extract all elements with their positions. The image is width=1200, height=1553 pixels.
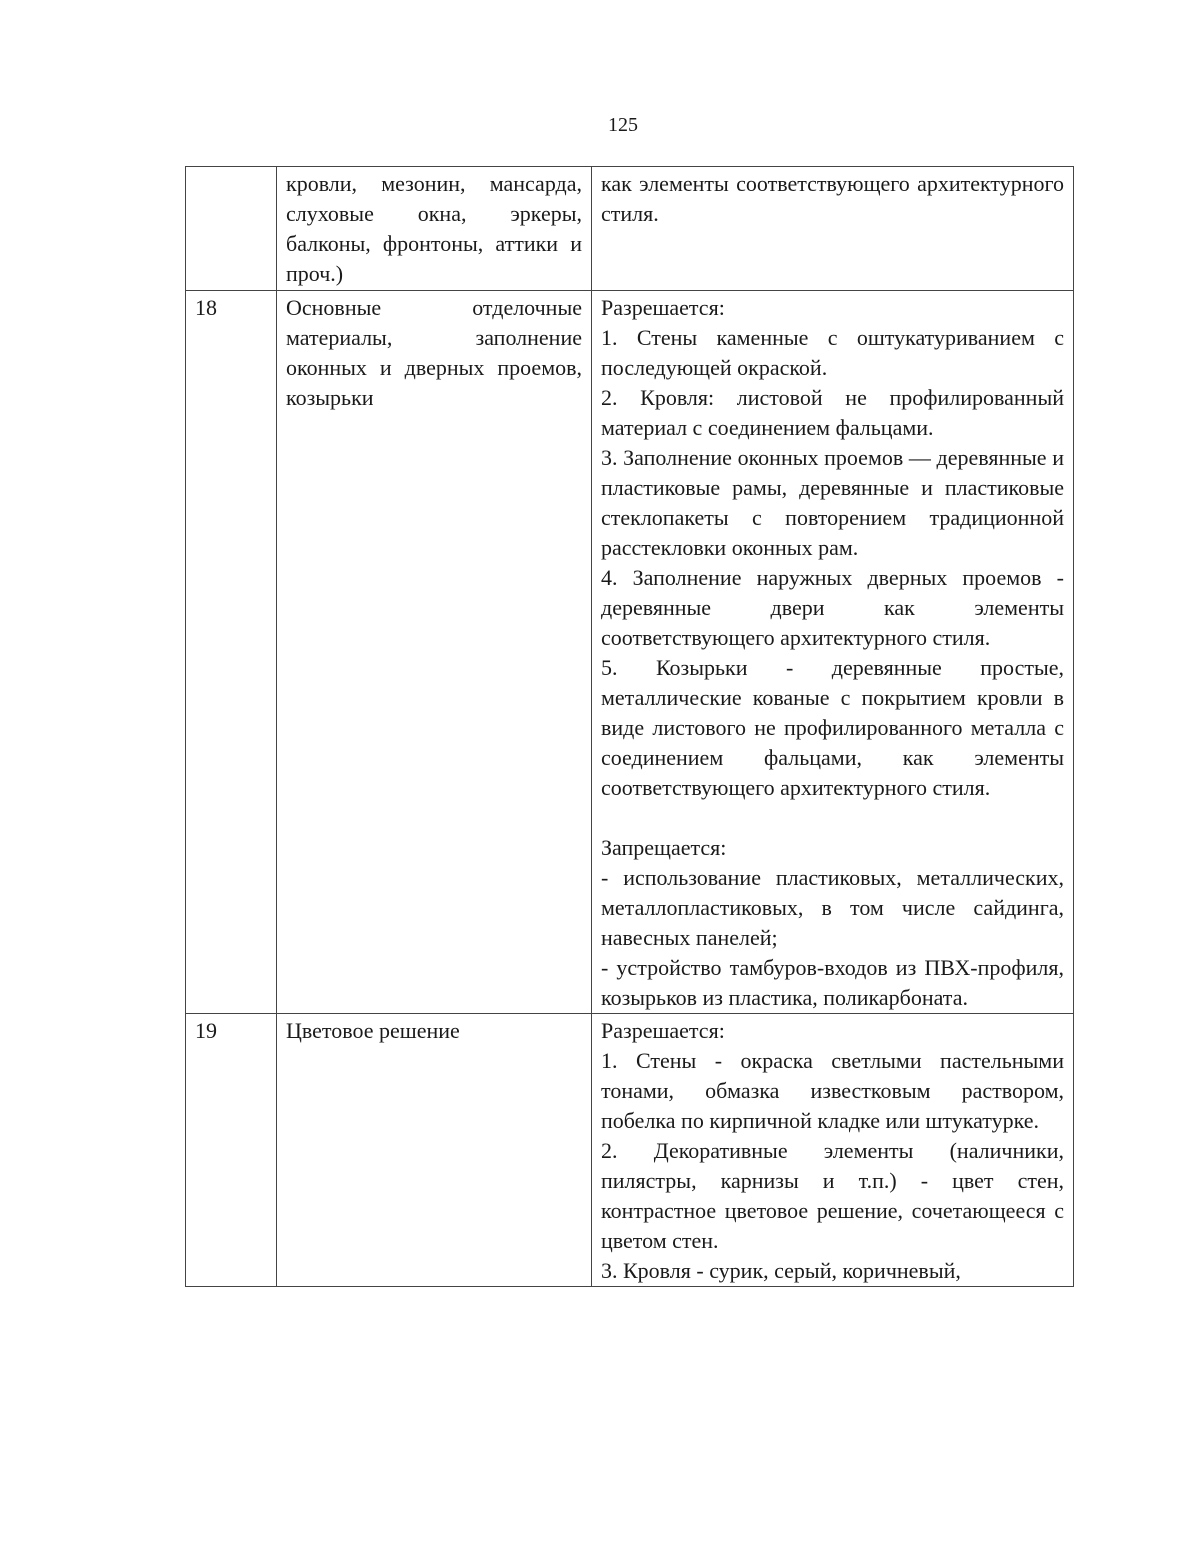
regulations-table — [185, 166, 1074, 1287]
row-number — [186, 167, 277, 291]
allowed-item: 4. Заполнение наружных дверных проемов - деревянные двери как элементы соответствующего архитектурного стиля. — [601, 565, 1064, 650]
row-name: кровли, мезонин, мансарда, слуховые окна, эркеры, балконы, фронтоны, аттики и проч.) — [277, 167, 592, 291]
forbidden-item: - использование пластиковых, металлических, металлопластиковых, в том числе сайдинга, навесных панелей; — [601, 865, 1064, 950]
allowed-label: Разрешается: — [601, 295, 725, 320]
forbidden-label: Запрещается: — [601, 835, 727, 860]
row-description — [592, 291, 1074, 1014]
allowed-item: 2. Декоративные элементы (наличники, пилястры, карнизы и т.п.) - цвет стен, контрастное цветовое решение, сочетающееся с цветом стен. — [601, 1138, 1064, 1253]
table-row — [186, 291, 1074, 1014]
page-number: 125 — [608, 114, 638, 136]
allowed-item: 1. Стены - окраска светлыми пастельными тонами, обмазка известковым раствором, побелка по кирпичной кладке или штукатурке. — [601, 1048, 1064, 1133]
row-number: 19 — [186, 1014, 277, 1287]
row-description — [592, 1014, 1074, 1287]
table-row — [186, 167, 1074, 291]
allowed-item: 5. Козырьки - деревянные простые, металлические кованые с покрытием кровли в виде листового не профилированного металла с соединением фальцами, как элементы соответствующего архитектурного стиля. — [601, 655, 1064, 800]
row-number: 18 — [186, 291, 277, 1014]
allowed-item: 3. Заполнение оконных проемов — деревянные и пластиковые рамы, деревянные и пластиковые стеклопакеты с повторением традиционной расстекловки оконных рам. — [601, 445, 1064, 560]
row-name: Цветовое решение — [277, 1014, 592, 1287]
allowed-item: 2. Кровля: листовой не профилированный материал с соединением фальцами. — [601, 385, 1064, 440]
paragraph-gap — [601, 803, 1064, 833]
table-row — [186, 1014, 1074, 1287]
row-description — [592, 167, 1074, 291]
row-name: Основные отделочные материалы, заполнение оконных и дверных проемов, козырьки — [277, 291, 592, 1014]
description-paragraph: как элементы соответствующего архитектурного стиля. — [601, 171, 1064, 226]
allowed-item: 1. Стены каменные с оштукатуриванием с последующей окраской. — [601, 325, 1064, 380]
forbidden-item: - устройство тамбуров-входов из ПВХ-профиля, козырьков из пластика, поликарбоната. — [601, 955, 1064, 1010]
allowed-label: Разрешается: — [601, 1018, 725, 1043]
allowed-item: 3. Кровля - сурик, серый, коричневый, — [601, 1258, 961, 1283]
